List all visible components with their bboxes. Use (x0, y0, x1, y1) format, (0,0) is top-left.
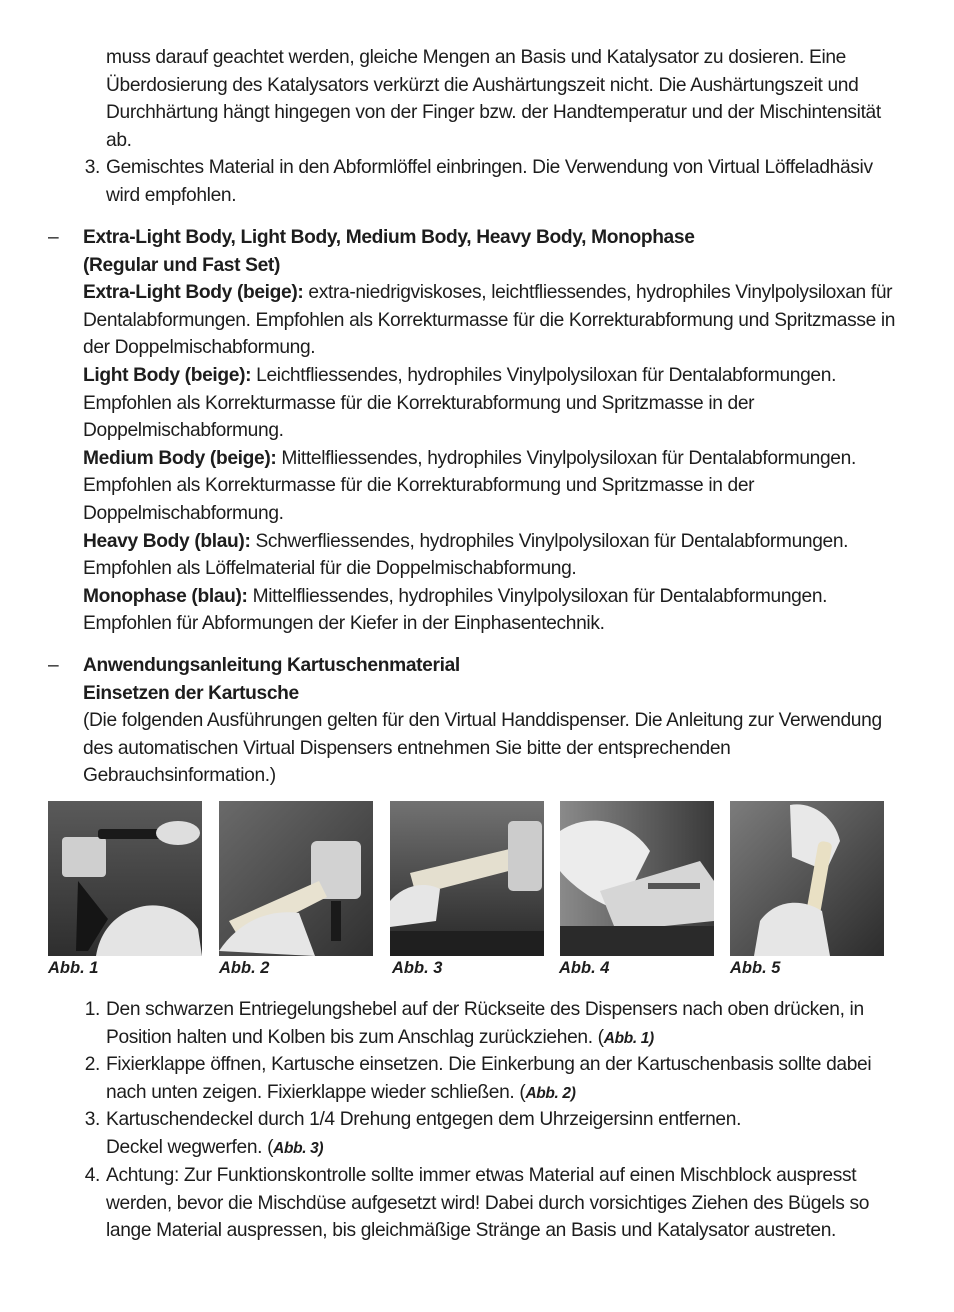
entry-label: Extra-Light Body (beige): (83, 282, 304, 304)
entry-text: Leichtfliessendes, hydrophiles Vinylpolysiloxan für Dentalabformungen. Empfohlen als Korrekturmasse für die Korrekturabformung und Spritzmasse in der Doppelmischabformung. (83, 364, 837, 442)
intro-paragraph: muss darauf geachtet werden, gleiche Mengen an Basis und Katalysator zu dosieren. Eine Überdosierung des Katalysators verkürzt die Aushärtungszeit nicht. Die Aushärtungszeit und Durchhärtung hängt hingegen von der Finger bzw. der Handtemperatur und der Mischintensität ab. (106, 47, 881, 151)
figure-3-photo (390, 801, 544, 956)
step-figure-ref: Abb. 3) (273, 1139, 324, 1157)
step-4 (106, 1162, 896, 1246)
entry-label: Monophase (blau): (83, 585, 248, 607)
step-text: Achtung: Zur Funktionskontrolle sollte immer etwas Material auf einen Mischblock auspresst werden, bevor die Mischdüse aufgesetzt wird! Dabei durch vorsichtiges Ziehen des Bügels so lange Material auspressen, bis gleichmäßige Stränge an Basis und Katalysator austreten. (106, 1165, 870, 1242)
figure-5-caption: Abb. 5 (730, 959, 781, 977)
figure-1-caption: Abb. 1 (48, 959, 99, 977)
entry-text: extra-niedrigviskoses, leichtfliessendes, hydrophiles Vinylpolysiloxan für Dentalabformungen. Empfohlen als Korrekturmasse für die Korrekturabformung und Spritzmasse in der Doppelmischabformung. (83, 282, 896, 359)
section2-dash: – (48, 655, 59, 676)
step-1 (106, 996, 906, 1052)
step-text: Fixierklappe öffnen, Kartusche einsetzen. Die Einkerbung an der Kartuschenbasis sollte dabei nach unten zeigen. Fixierklappe wieder schließen. ( (106, 1054, 872, 1103)
entry-light-body (83, 362, 913, 445)
figure-row (48, 801, 888, 981)
section1-content (83, 224, 913, 638)
figure-2-caption: Abb. 2 (219, 959, 270, 977)
entry-extra-light-body (83, 279, 913, 362)
entry-text: Mittelfliessendes, hydrophiles Vinylpolysiloxan für Dentalabformungen. Empfohlen als Korrekturmasse für die Korrekturabformung und Spritzmasse in der Doppelmischabformung. (83, 447, 856, 524)
entry-medium-body (83, 445, 913, 528)
figure-4-caption: Abb. 4 (559, 959, 610, 977)
figure-1-photo (48, 801, 202, 956)
section2-heading-line2: Einsetzen der Kartusche (83, 682, 299, 704)
entry-label: Light Body (beige): (83, 364, 252, 386)
section1-heading-line2: (Regular und Fast Set) (83, 254, 280, 276)
step-2 (106, 1051, 896, 1107)
section1-dash: – (48, 227, 59, 248)
intro-item-number: 3. (84, 157, 100, 178)
step-figure-ref: Abb. 2) (525, 1084, 576, 1102)
entry-label: Heavy Body (blau): (83, 530, 251, 552)
figure-2-photo (219, 801, 373, 956)
entry-monophase (83, 583, 913, 638)
step-text: Den schwarzen Entriegelungshebel auf der Rückseite des Dispensers nach oben drücken, in Position halten und Kolben bis zum Anschlag zurückziehen. ( (106, 999, 864, 1048)
entry-text: Mittelfliessendes, hydrophiles Vinylpolysiloxan für Dentalabformungen. Empfohlen für Abformungen der Kiefer in der Einphasentechnik. (83, 585, 828, 635)
figure-4-photo (560, 801, 714, 956)
intro-item-text: Gemischtes Material in den Abformlöffel einbringen. Die Verwendung von Virtual Löffeladhäsiv wird empfohlen. (106, 157, 873, 206)
section2-heading-line1: Anwendungsanleitung Kartuschenmaterial (83, 655, 460, 676)
section2-paragraph: (Die folgenden Ausführungen gelten für den Virtual Handdispenser. Die Anleitung zur Verwendung des automatischen Virtual Dispensers entnehmen Sie bitte der entsprechenden Gebrauchsinformation.) (83, 710, 882, 787)
figure-5-photo (730, 801, 884, 956)
section2-content (83, 652, 913, 790)
step-4-number: 4. (84, 1165, 100, 1186)
step-2-number: 2. (84, 1054, 100, 1075)
step-figure-ref: Abb. 1) (603, 1029, 654, 1047)
figure-3-caption: Abb. 3 (392, 959, 443, 977)
step-3-number: 3. (84, 1109, 100, 1130)
entry-heavy-body (83, 528, 913, 583)
step-3 (106, 1106, 896, 1162)
entry-label: Medium Body (beige): (83, 447, 277, 469)
step-1-number: 1. (84, 999, 100, 1020)
step-text: Kartuschendeckel durch 1/4 Drehung entgegen dem Uhrzeigersinn entfernen. Deckel wegwerfen. ( (106, 1109, 742, 1158)
entry-text: Schwerfliessendes, hydrophiles Vinylpolysiloxan für Dentalabformungen. Empfohlen als Löffelmaterial für die Doppelmischabformung. (83, 530, 849, 580)
section1-heading-line1: Extra-Light Body, Light Body, Medium Body, Heavy Body, Monophase (83, 227, 695, 248)
